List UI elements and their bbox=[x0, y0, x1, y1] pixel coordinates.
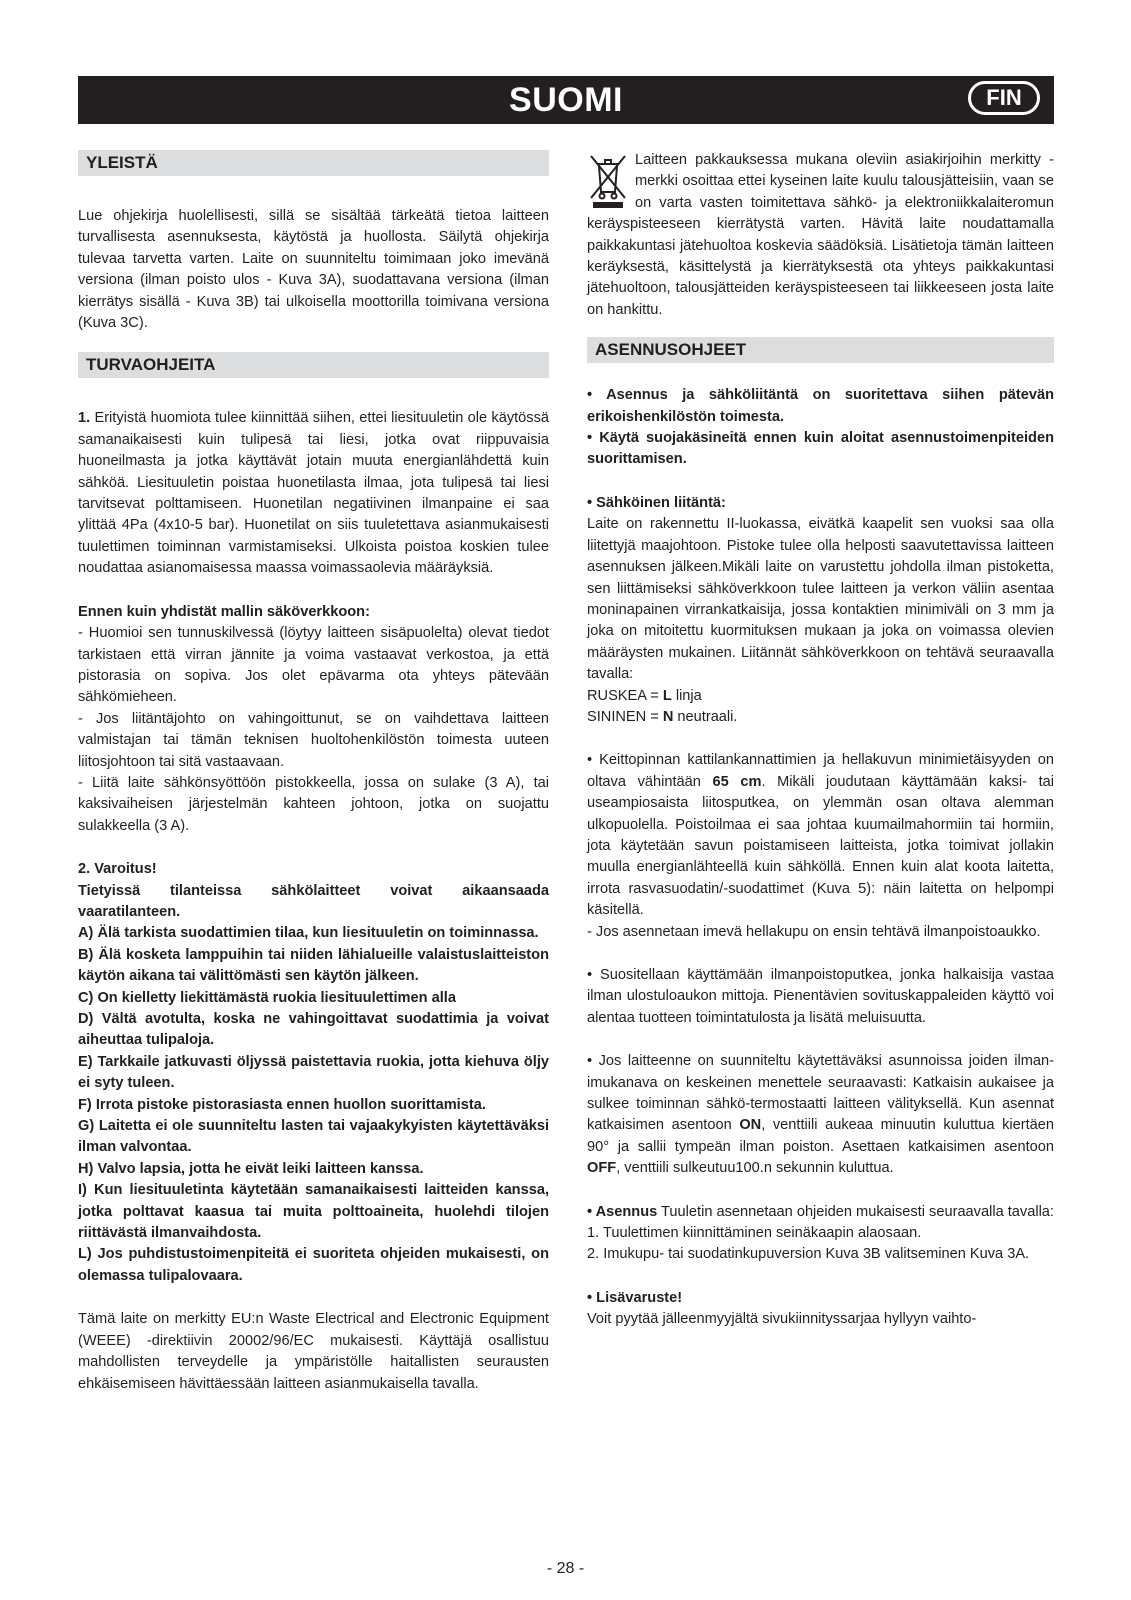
connect-item-1: - Huomioi sen tunnuskilvessä (löytyy laitteen sisäpuolelta) olevat tiedot tarkistaen että virran jännite ja voima vastaavat verkostoa, ja että pistorasia on sopiva. Jos olet epävarma ota yhteys pätevään sähkömieheen. bbox=[78, 625, 549, 706]
warning-list bbox=[78, 881, 549, 1288]
mount-text: Tuuletin asennetaan ohjeiden mukaisesti seuraavalla tavalla: bbox=[657, 1203, 1054, 1220]
warning-item: H) Valvo lapsia, jotta he eivät leiki laitteen kanssa. bbox=[78, 1160, 424, 1177]
wire-code: L bbox=[662, 687, 672, 704]
safety-paragraph-1 bbox=[78, 408, 549, 579]
wire-brown bbox=[587, 686, 1054, 707]
mount-step-1: 1. Tuulettimen kiinnittäminen seinäkaapin alaosaan. bbox=[587, 1225, 922, 1242]
valve-text: • Jos laitteenne on suunniteltu käytettäväksi asunnoissa joiden ilman-imukanava on keskeinen menettele seuraavasti: Katkaisin aukaisee ja sulkee toiminnan sähkö-termostaatti laitteen välityksellä. Kun asennat katkaisimen asentoon bbox=[587, 1053, 1054, 1134]
accessory-text: Voit pyytää jälleenmyyjältä sivukiinnityssarjaa hyllyyn vaihto- bbox=[587, 1311, 977, 1328]
left-column bbox=[78, 150, 549, 1395]
weee-paragraph: Tämä laite on merkitty EU:n Waste Electrical and Electronic Equipment (WEEE) -direktiivin 20002/96/EC mukaisesti. Käyttäjä osallistuu mahdollisten terveydelle ja ympäristölle haitallisten seurausten ehkäisemiseen hävittäessään laitteen asianmukaisella tavalla. bbox=[78, 1311, 549, 1392]
weee-intro-text: Laitteen pakkauksessa mukana oleviin asiakirjoihin merkitty -merkki osoittaa ettei kyseinen laite kuulu talousjätteisiin, vaan se on varta vasten toimitettava sähkö- ja elektroniikkalaiteromun keräyspisteeseen kierrätystä varten. Hävitä laite noudattamalla paikkakuntasi jätehuoltoa koskevia säädöksiä. Lisätietoja tämän laitteen keräyksestä, käsittelystä ja kierrätyksestä ota yhteys paikkakuntasi jätehuoltoon, talousjätteiden keräyspisteeseen tai liikkeeseen josta laite on hankittu. bbox=[587, 152, 1054, 318]
warning-item: B) Älä kosketa lamppuihin tai niiden lähialueille valaistuslaitteiston käytön aikana tai välittömästi sen käytön jälkeen. bbox=[78, 946, 549, 985]
wire-code: N bbox=[662, 708, 674, 725]
wire-desc: neutraali. bbox=[673, 708, 738, 725]
mount-step-2: 2. Imukupu- tai suodatinkupuversion Kuva 3B valitseminen Kuva 3A. bbox=[587, 1246, 1030, 1263]
distance-value: 65 cm bbox=[712, 773, 762, 790]
paragraph-number: 1. bbox=[78, 410, 91, 427]
header-banner bbox=[78, 76, 1054, 124]
yleista-body: Lue ohjekirja huolellisesti, sillä se sisältää tärkeätä tietoa laitteen turvallisesta asennuksesta, käytöstä ja huollosta. Säilytä ohjekirja tulevaa tarvetta varten. Laite on suunniteltu toimimaan joko imevänä versiona (ilman poisto ulos - Kuva 3A), suodattavana versiona (ilman kierrätys sisällä - Kuva 3B) tai ulkoisella moottorilla toimivana versiona (Kuva 3C). bbox=[78, 208, 549, 332]
install-bold-1: • Asennus ja sähköliitäntä on suoritettava siihen pätevän erikoishenkilöstön toimesta. bbox=[587, 387, 1054, 425]
warning-item: D) Vältä avotulta, koska ne vahingoittavat suodattimia ja voivat aiheuttaa tulipaloja. bbox=[78, 1011, 549, 1049]
warning-item: A) Älä tarkista suodattimien tilaa, kun liesituuletin on toiminnassa. bbox=[78, 925, 539, 942]
mount-paragraph bbox=[587, 1202, 1054, 1223]
warning-item: I) Kun liesituuletinta käytetään samanaikaisesti laitteiden kanssa, jotka polttavat kaasua tai muita polttoaineita, huolehdi tilojen riittävästä ilmanvaihdosta. bbox=[78, 1182, 549, 1242]
wire-desc: linja bbox=[671, 687, 702, 704]
distance-text-post: . Mikäli joudutaan käyttämään kaksi- tai useampiosaista liitosputkea, on ylemmän osan oltava alemman ulkopuolella. Poistoilmaa ei saa johtaa kuumailmahormiin tai hormiin, jota käytetään savun poistamiseen laitteista, jotka toimivat jollakin muulla energianlähteellä kuin sähköllä. Ennen kuin alat koota laitetta, irrota rasvasuodatin/-suodattimet (Kuva 5): näin laitetta on helpompi käsitellä. bbox=[587, 773, 1054, 919]
wire-label: SININEN = bbox=[587, 708, 663, 725]
valve-on-label: ON bbox=[739, 1117, 762, 1134]
valve-text-mid: , venttiili aukeaa minuutin kuluttua kiertäen 90° ja sallii tympeän ilman poiston. Asettaen katkaisimen asentoon bbox=[587, 1117, 1054, 1155]
distance-paragraph bbox=[587, 750, 1054, 921]
connect-heading: Ennen kuin yhdistät mallin säköverkkoon: bbox=[78, 603, 370, 620]
valve-off-label: OFF bbox=[587, 1160, 617, 1177]
warning-item: G) Laitetta ei ole suunniteltu lasten tai vajaakykyisten käytettäväksi ilman valvontaa. bbox=[78, 1118, 549, 1156]
distance-note: - Jos asennetaan imevä hellakupu on ensin tehtävä ilmanpoistoaukko. bbox=[587, 923, 1041, 940]
section-heading-turvaohjeita: TURVAOHJEITA bbox=[78, 352, 549, 378]
warning-heading: 2. Varoitus! bbox=[78, 861, 157, 878]
accessory-heading: • Lisävaruste! bbox=[587, 1289, 683, 1306]
wire-label: RUSKEA = bbox=[587, 687, 663, 704]
warning-item: C) On kielletty liekittämästä ruokia liesituulettimen alla bbox=[78, 989, 456, 1006]
electric-heading: • Sähköinen liitäntä: bbox=[587, 494, 726, 511]
weee-notice bbox=[587, 150, 1054, 321]
section-heading-yleista: YLEISTÄ bbox=[78, 150, 549, 176]
page-number: - 28 - bbox=[546, 1560, 585, 1577]
warning-item: Tietyissä tilanteissa sähkölaitteet voivat aikaansaada vaaratilanteen. bbox=[78, 882, 549, 920]
valve-text-post: , venttiili sulkeutuu100.n sekunnin kuluttua. bbox=[616, 1160, 894, 1177]
pipe-paragraph: • Suositellaan käyttämään ilmanpoistoputkea, jonka halkaisija vastaa ilman ulostuloaukon mittoja. Pienentävien sovituskappaleiden käyttö voi alentaa tuotteen toimintatulosta ja lisätä meluisuutta. bbox=[587, 967, 1054, 1026]
wire-blue bbox=[587, 707, 1054, 728]
warning-item: F) Irrota pistoke pistorasiasta ennen huollon suorittamista. bbox=[78, 1096, 486, 1113]
right-column bbox=[587, 150, 1054, 1331]
connect-item-3: - Liitä laite sähkönsyöttöön pistokkeella, jossa on sulake (3 A), tai kaksivaiheisen järjestelmän kahteen johtoon, jotka on suojattu sulakkeella (3 A). bbox=[78, 774, 549, 834]
page-title: SUOMI bbox=[509, 81, 623, 119]
warning-item: E) Tarkkaile jatkuvasti öljyssä paistettavia ruokia, jotta kiehuva öljy ei syty tuleen. bbox=[78, 1053, 549, 1092]
crossed-bin-icon bbox=[587, 152, 629, 210]
paragraph-text: Erityistä huomiota tulee kiinnittää siihen, ettei liesituuletin ole käytössä samanaikaisesti kuin tulipesä tai liesi, jotka ovat riippuvaisia huoneilmasta ja jotka käyttävät jotain muuta energianlähdettä kuin sähköä. Liesituuletin poistaa huonetilasta ilmaa, jota tulipesä tai liesi tarvitsevat polttamiseen. Huonetilan negatiivinen ilmanpaine ei saa ylittää 4Pa (4x10-5 bar). Huonetilat on siis tuuletettava asianmukaisesti tuulettimen toiminnan varmistamiseksi. Ulkoista poistoa koskien tulee noudattaa asianomaisessa maassa voimassaolevia määräyksiä. bbox=[78, 410, 549, 577]
mount-label: • Asennus bbox=[587, 1203, 658, 1220]
connect-item-2: - Jos liitäntäjohto on vahingoittunut, se on vaihdettava laitteen valmistajan tai tämän teknisen huoltohenkilöstön toimesta uuteen liitosjohtoon tai sitä vastaavaan. bbox=[78, 710, 549, 770]
section-heading-asennusohjeet: ASENNUSOHJEET bbox=[587, 337, 1054, 363]
install-bold-2: • Käytä suojakäsineitä ennen kuin aloitat asennustoimenpiteiden suorittamisen. bbox=[587, 430, 1054, 468]
language-badge: FIN bbox=[968, 81, 1040, 115]
electric-text: Laite on rakennettu II-luokassa, eivätkä kaapelit sen vuoksi saa olla liitettyjä maajohtoon. Pistoke tulee olla helposti saavutettavissa laitteen asennuksen jälkeen.Mikäli laite on varustettu johdolla ilman pistoketta, sen liittämiseksi sähköverkkoon tulee laitteen ja verkon väliin asentaa moninapainen virrankatkaisija, jossa kontaktien minimiväli on 3 mm ja joka on mitoitettu kuormituksen mukaan ja joka on voimassa olevien määräysten mukainen. Liitännät sähköverkkoon on tehtävä seuraavalla tavalla: bbox=[587, 516, 1054, 683]
distance-text: • Keittopinnan kattilankannattimien ja hellakuvun minimietäisyyden on oltava vähintään bbox=[587, 752, 1054, 790]
warning-item: L) Jos puhdistustoimenpiteitä ei suoriteta ohjeiden mukaisesti, on olemassa tulipalovaara. bbox=[78, 1246, 549, 1284]
valve-paragraph bbox=[587, 1051, 1054, 1179]
